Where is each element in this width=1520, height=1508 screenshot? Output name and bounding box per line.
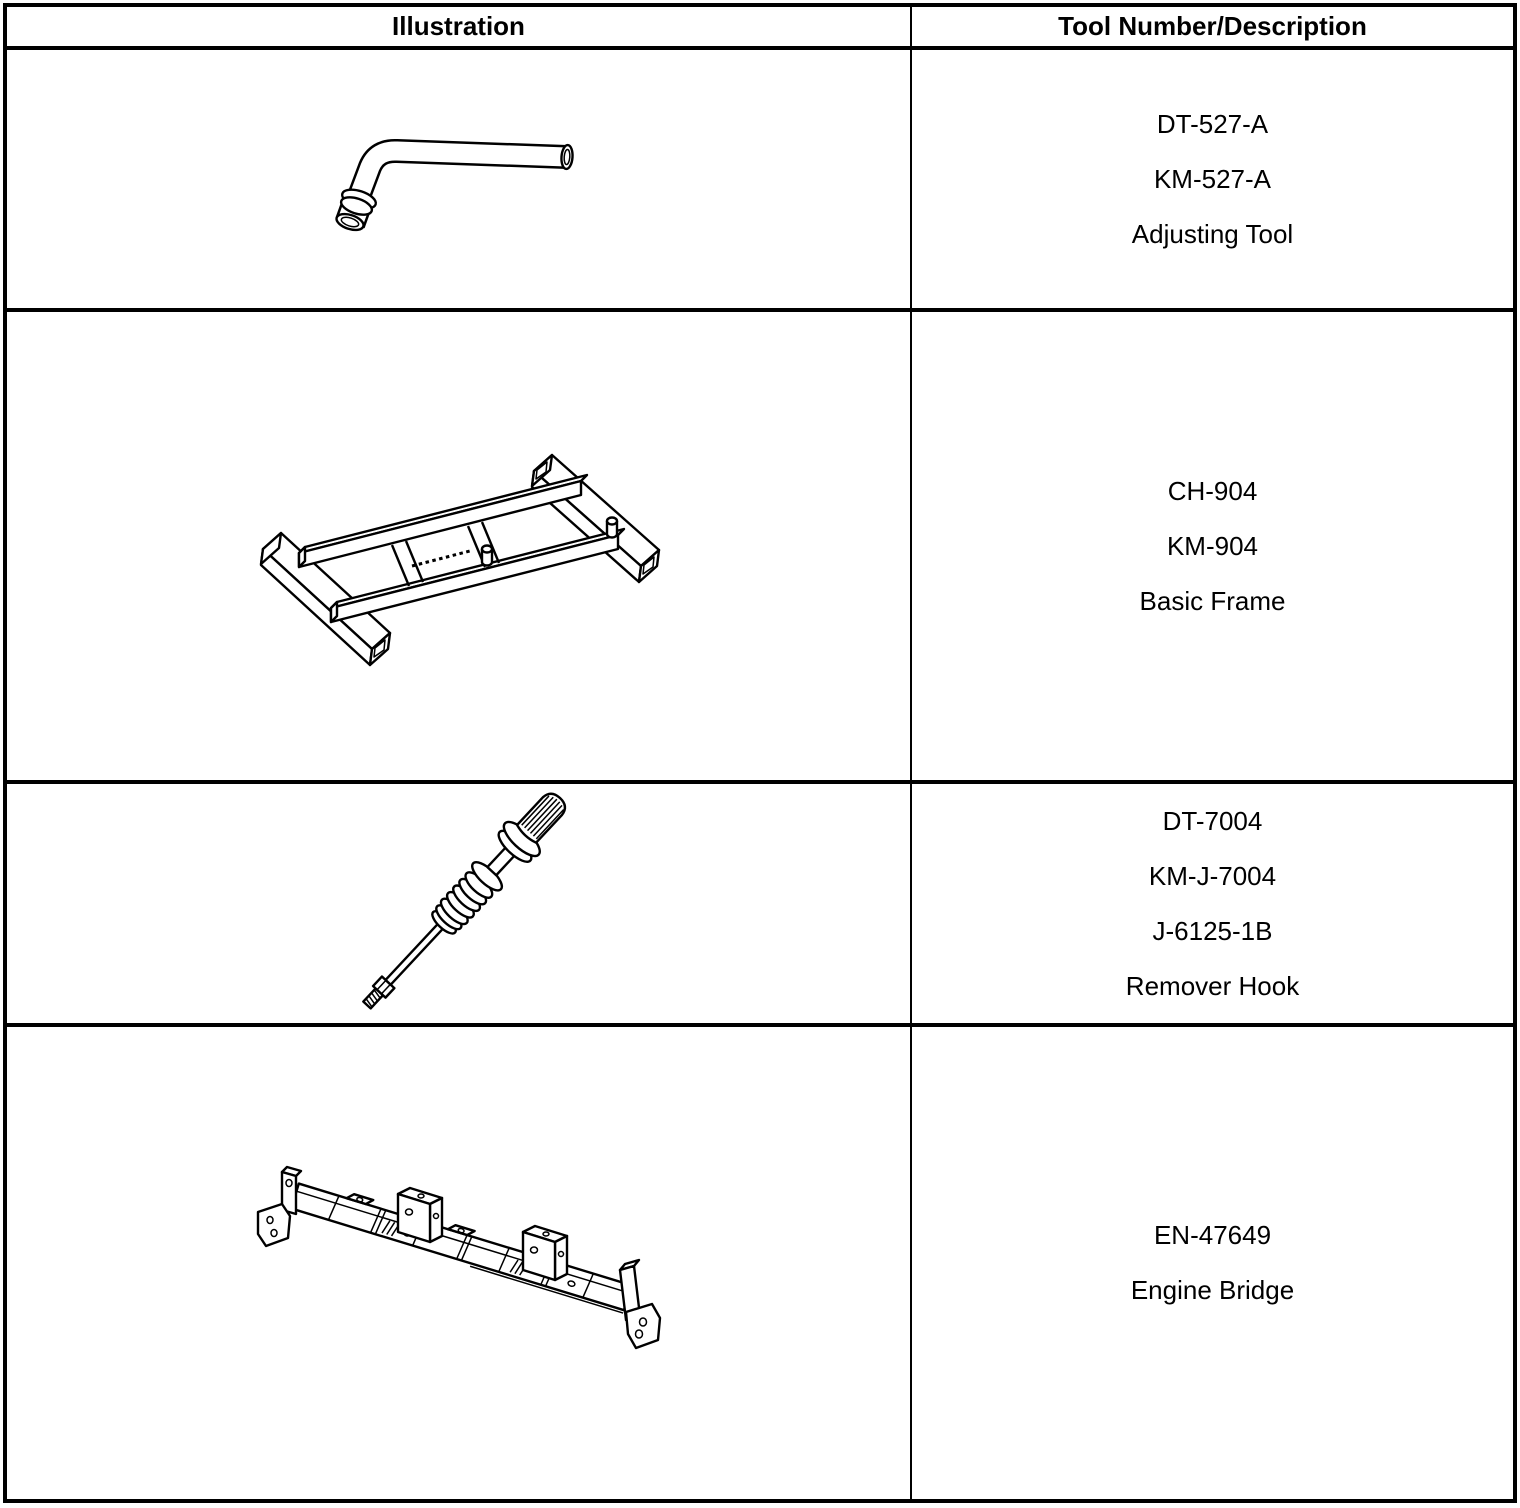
tool-number: CH-904 <box>1167 475 1258 506</box>
illustration-cell-basic-frame <box>7 312 912 784</box>
tool-number: J-6125-1B <box>1152 915 1273 946</box>
header-illustration-label: Illustration <box>392 11 525 41</box>
tool-description: Remover Hook <box>1125 970 1300 1001</box>
special-tools-table <box>3 3 1517 1503</box>
tool-description: Engine Bridge <box>1130 1275 1295 1305</box>
tool-cell-engine-bridge <box>912 1027 1513 1499</box>
tool-number: DT-527-A <box>1156 108 1269 139</box>
tool-cell-adjusting-tool <box>912 50 1513 312</box>
tool-number: KM-527-A <box>1153 163 1272 194</box>
tool-number: KM-904 <box>1166 530 1259 561</box>
tool-number: EN-47649 <box>1153 1220 1272 1250</box>
tool-number: DT-7004 <box>1162 805 1263 836</box>
header-tool-label: Tool Number/Description <box>1058 11 1367 41</box>
basic-frame-illustration <box>7 312 910 780</box>
illustration-cell-adjusting-tool <box>7 50 912 312</box>
tool-description: Basic Frame <box>1139 585 1286 616</box>
table-header-illustration <box>7 7 912 50</box>
remover-hook-illustration <box>7 784 910 1023</box>
tool-number: KM-J-7004 <box>1148 860 1277 891</box>
tool-description: Adjusting Tool <box>1131 218 1294 249</box>
illustration-cell-remover-hook <box>7 784 912 1027</box>
engine-bridge-illustration <box>7 1027 910 1499</box>
tool-cell-remover-hook <box>912 784 1513 1027</box>
table-header-tool-number-description <box>912 7 1513 50</box>
illustration-cell-engine-bridge <box>7 1027 912 1499</box>
adjusting-tool-illustration <box>7 50 910 308</box>
tool-cell-basic-frame <box>912 312 1513 784</box>
